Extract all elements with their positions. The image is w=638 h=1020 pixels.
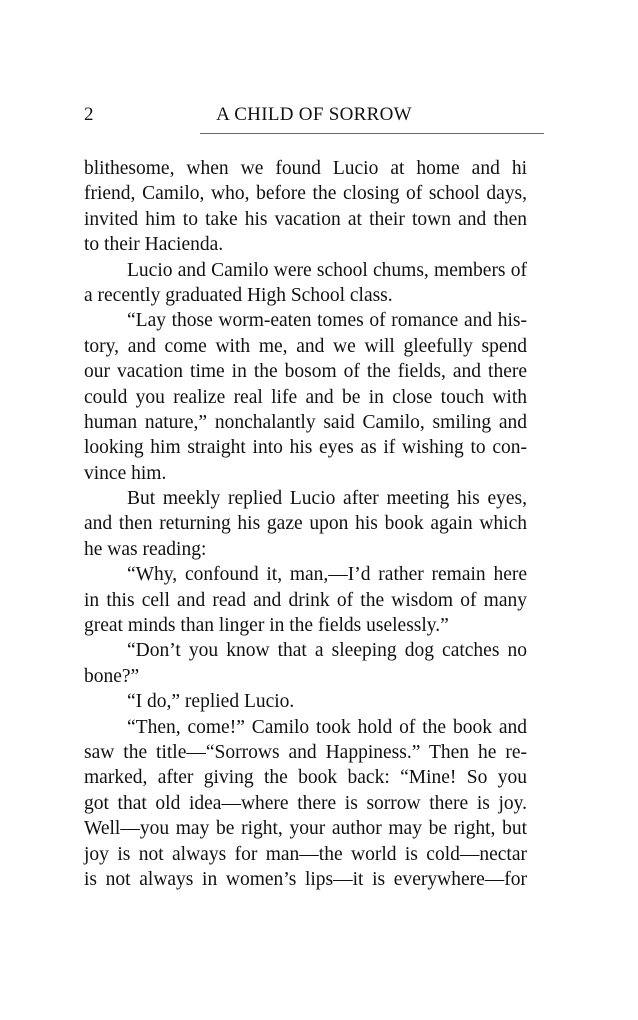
text-line: marked, after giving the book back: “Mine! So you (84, 767, 527, 789)
text-line: and then returning his gaze upon his book again which (84, 513, 527, 535)
text-line: to their Hacienda. (84, 234, 224, 256)
text-line: saw the title—“Sorrows and Happiness.” Then he re- (84, 741, 527, 763)
header-rule (200, 133, 544, 134)
text-line: could you realize real life and be in close touch with (84, 386, 527, 408)
text-line: human nature,” nonchalantly said Camilo, smiling and (84, 411, 527, 433)
text-line: “Why, confound it, man,—I’d rather remain here (127, 564, 527, 586)
text-line: “Don’t you know that a sleeping dog catches no (127, 640, 527, 662)
text-line: blithesome, when we found Lucio at home and hi (84, 158, 527, 179)
body-text (84, 156, 527, 892)
text-line: in this cell and read and drink of the wisdom of many (84, 589, 527, 611)
text-line: But meekly replied Lucio after meeting his eyes, (127, 488, 527, 510)
text-line: he was reading: (84, 538, 207, 560)
text-line: Lucio and Camilo were school chums, members of (127, 259, 527, 281)
text-line: Well—you may be right, your author may be right, but (84, 818, 527, 840)
text-line: “I do,” replied Lucio. (127, 691, 295, 713)
text-line: looking him straight into his eyes as if wishing to con- (84, 437, 527, 459)
text-line: friend, Camilo, who, before the closing of school days, (84, 183, 527, 205)
text-line: is not always in women’s lips—it is everywhere—for (84, 868, 527, 890)
text-line: invited him to take his vacation at their town and then (84, 208, 527, 230)
text-line: joy is not always for man—the world is cold—nectar (84, 843, 527, 865)
text-line: got that old idea—where there is sorrow there is joy. (84, 792, 527, 814)
text-line: vince him. (84, 462, 167, 484)
page-number: 2 (84, 104, 94, 125)
running-header (84, 104, 544, 130)
text-line: “Lay those worm-eaten tomes of romance and his- (127, 310, 527, 332)
text-line: our vacation time in the bosom of the fields, and there (84, 361, 527, 383)
running-title: A CHILD OF SORROW (216, 104, 412, 125)
text-line: bone?” (84, 665, 140, 687)
text-line: a recently graduated High School class. (84, 284, 393, 306)
text-line: “Then, come!” Camilo took hold of the book and (127, 716, 527, 738)
text-line: great minds than linger in the fields uselessly.” (84, 615, 449, 637)
text-line: tory, and come with me, and we will gleefully spend (84, 335, 527, 357)
